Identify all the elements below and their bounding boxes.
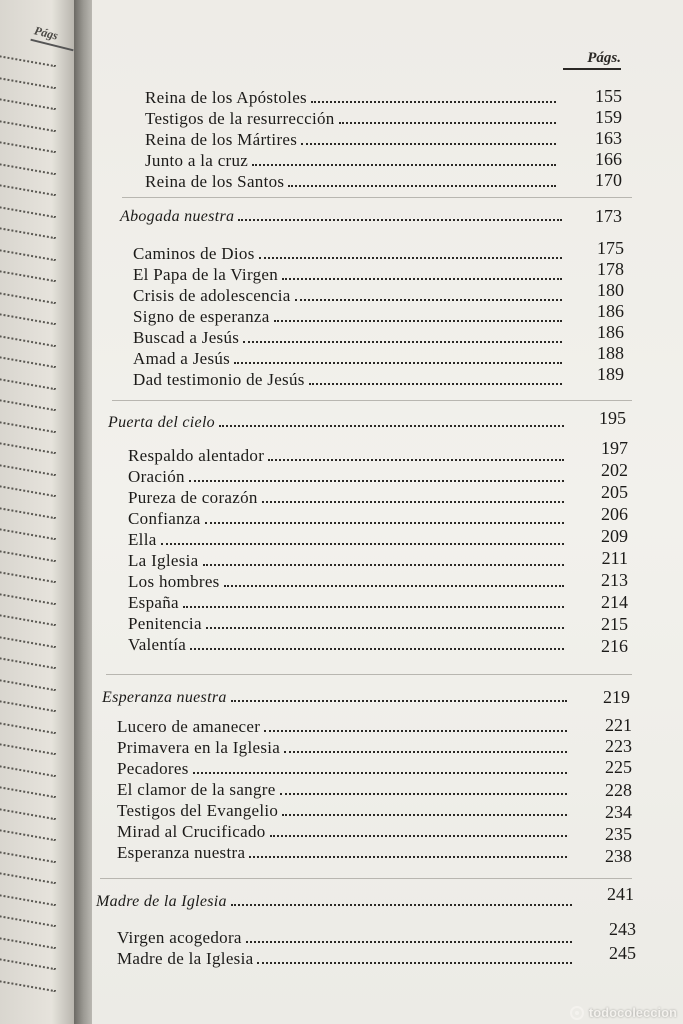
toc-entry bbox=[117, 843, 573, 865]
left-page-dot-leader bbox=[0, 893, 56, 907]
section-divider bbox=[112, 400, 632, 401]
left-page-dot-leader bbox=[0, 614, 56, 628]
toc-entry bbox=[117, 780, 573, 802]
toc-page-number: 243 bbox=[609, 919, 636, 939]
left-page-dot-leader bbox=[0, 807, 56, 821]
dot-leader bbox=[259, 256, 562, 259]
toc-entry-title: Ella bbox=[128, 530, 157, 549]
toc-page-number: 155 bbox=[595, 86, 622, 106]
dot-leader bbox=[206, 626, 564, 629]
toc-page-number: 159 bbox=[595, 107, 622, 127]
toc-entry bbox=[133, 349, 568, 371]
dot-leader bbox=[231, 699, 567, 702]
toc-page-number: 225 bbox=[605, 757, 632, 777]
left-page-dot-leader bbox=[0, 764, 56, 778]
dot-leader bbox=[311, 100, 556, 103]
toc-entry bbox=[128, 530, 570, 552]
toc-page-number: 178 bbox=[597, 259, 624, 279]
toc-page-number: 235 bbox=[605, 824, 632, 844]
dot-leader bbox=[282, 277, 562, 280]
toc-entry-title: Amad a Jesús bbox=[133, 349, 231, 368]
toc-page-number: 215 bbox=[601, 614, 628, 634]
toc-entry bbox=[128, 593, 570, 615]
left-page-dot-leader bbox=[0, 227, 56, 241]
toc-entry bbox=[117, 759, 573, 781]
toc-entry bbox=[133, 307, 568, 329]
dot-leader bbox=[284, 750, 567, 753]
toc-page-number: 186 bbox=[597, 301, 624, 321]
toc-entry bbox=[128, 635, 570, 657]
toc-section-title: Esperanza nuestra bbox=[102, 689, 227, 706]
left-page-dot-leader bbox=[0, 571, 56, 585]
toc-page-number: 245 bbox=[609, 943, 636, 963]
toc-entry bbox=[145, 130, 562, 152]
toc-entry-title: Reina de los Apóstoles bbox=[145, 88, 307, 107]
left-page-dot-leader bbox=[0, 141, 56, 155]
left-facing-page bbox=[0, 0, 74, 1024]
left-page-dot-leader bbox=[0, 700, 56, 714]
toc-entry bbox=[117, 949, 578, 971]
dot-leader bbox=[288, 184, 556, 187]
left-page-dot-leader bbox=[0, 657, 56, 671]
toc-entry-title: Confianza bbox=[128, 509, 201, 528]
toc-entry bbox=[145, 172, 562, 194]
toc-page-number: 202 bbox=[601, 460, 628, 480]
left-page-dot-leader bbox=[0, 356, 56, 370]
toc-page-number: 186 bbox=[597, 322, 624, 342]
toc-entry bbox=[128, 467, 570, 489]
todocoleccion-logo-icon bbox=[570, 1006, 584, 1020]
toc-page-number: 219 bbox=[603, 687, 630, 707]
toc-entry bbox=[133, 244, 568, 266]
dot-leader bbox=[249, 855, 567, 858]
dot-leader bbox=[234, 361, 562, 364]
toc-page-number: 216 bbox=[601, 636, 628, 656]
left-page-dot-leader bbox=[0, 549, 56, 563]
toc-section-heading bbox=[120, 208, 568, 230]
dot-leader bbox=[243, 340, 562, 343]
dot-leader bbox=[262, 500, 564, 503]
left-page-dot-leader bbox=[0, 334, 56, 348]
toc-entry bbox=[117, 801, 573, 823]
dot-leader bbox=[219, 424, 564, 427]
toc-section-heading bbox=[108, 414, 570, 436]
dot-leader bbox=[161, 542, 564, 545]
toc-entry-title: Virgen acogedora bbox=[117, 928, 242, 947]
left-page-dot-leader bbox=[0, 463, 56, 477]
toc-entry bbox=[133, 265, 568, 287]
dot-leader bbox=[280, 792, 567, 795]
left-page-dot-leader bbox=[0, 915, 56, 929]
toc-page-number: 228 bbox=[605, 780, 632, 800]
left-page-dot-leader bbox=[0, 377, 56, 391]
dot-leader bbox=[203, 563, 565, 566]
left-page-dot-leader bbox=[0, 98, 56, 112]
left-page-dot-leader bbox=[0, 829, 56, 843]
toc-entry bbox=[133, 286, 568, 308]
dot-leader bbox=[193, 771, 567, 774]
left-page-dot-leader bbox=[0, 184, 56, 198]
left-page-dot-leader bbox=[0, 291, 56, 305]
right-page bbox=[92, 0, 683, 1024]
toc-page-number: 195 bbox=[599, 408, 626, 428]
left-page-dot-leader bbox=[0, 743, 56, 757]
toc-page-number: 213 bbox=[601, 570, 628, 590]
left-page-dot-leader bbox=[0, 850, 56, 864]
toc-entry-title: El Papa de la Virgen bbox=[133, 265, 279, 284]
left-page-dot-leader bbox=[0, 485, 56, 499]
left-page-dot-leader bbox=[0, 55, 56, 69]
toc-page-number: 175 bbox=[597, 238, 624, 258]
toc-page-number: 238 bbox=[605, 846, 632, 866]
left-page-dot-leader bbox=[0, 979, 56, 993]
section-divider bbox=[100, 878, 632, 879]
toc-section-title: Madre de la Iglesia bbox=[96, 893, 227, 910]
toc-entry bbox=[117, 717, 573, 739]
toc-entry-title: Respaldo alentador bbox=[128, 446, 265, 465]
left-page-dot-leader bbox=[0, 721, 56, 735]
toc-entry bbox=[128, 614, 570, 636]
dot-leader bbox=[274, 319, 562, 322]
toc-entry-title: Mirad al Crucificado bbox=[117, 822, 266, 841]
toc-entry bbox=[128, 509, 570, 531]
toc-entry bbox=[117, 822, 573, 844]
left-page-dot-leader bbox=[0, 313, 56, 327]
toc-entry-title: Pureza de corazón bbox=[128, 488, 258, 507]
toc-entry-title: Testigos de la resurrección bbox=[145, 109, 335, 128]
toc-page-number: 205 bbox=[601, 482, 628, 502]
left-page-dot-leader bbox=[0, 399, 56, 413]
watermark bbox=[570, 1005, 677, 1020]
left-page-dot-leader bbox=[0, 936, 56, 950]
toc-entry bbox=[145, 151, 562, 173]
toc-page-number: 197 bbox=[601, 438, 628, 458]
left-page-dot-leader bbox=[0, 162, 56, 176]
toc-page-number: 206 bbox=[601, 504, 628, 524]
toc-entry bbox=[145, 88, 562, 110]
dot-leader bbox=[309, 382, 562, 385]
toc-entry-title: El clamor de la sangre bbox=[117, 780, 276, 799]
toc-entry bbox=[117, 928, 578, 950]
dot-leader bbox=[301, 142, 556, 145]
toc-entry-title: Reina de los Mártires bbox=[145, 130, 298, 149]
toc-entry-title: España bbox=[128, 593, 179, 612]
toc-entry bbox=[117, 738, 573, 760]
left-page-dot-leader bbox=[0, 786, 56, 800]
dot-leader bbox=[183, 605, 564, 608]
toc-entry-title: Oración bbox=[128, 467, 185, 486]
left-page-dot-leader bbox=[0, 205, 56, 219]
toc-entry-title: Signo de esperanza bbox=[133, 307, 270, 326]
dot-leader bbox=[282, 813, 567, 816]
toc-entry-title: Primavera en la Iglesia bbox=[117, 738, 281, 757]
toc-page-number: 170 bbox=[595, 170, 622, 190]
left-page-dot-leader bbox=[0, 635, 56, 649]
toc-section-heading bbox=[102, 689, 573, 711]
left-page-dot-leader bbox=[0, 506, 56, 520]
toc-entry-title: Esperanza nuestra bbox=[117, 843, 246, 862]
dot-leader bbox=[270, 834, 567, 837]
dot-leader bbox=[295, 298, 562, 301]
toc-page-number: 209 bbox=[601, 526, 628, 546]
toc-entry-title: Valentía bbox=[128, 635, 187, 654]
toc-entry-title: Caminos de Dios bbox=[133, 244, 255, 263]
toc-entry-title: Lucero de amanecer bbox=[117, 717, 261, 736]
toc-entry-title: Los hombres bbox=[128, 572, 220, 591]
toc-entry-title: Dad testimonio de Jesús bbox=[133, 370, 305, 389]
toc-entry bbox=[133, 328, 568, 350]
toc-entry bbox=[128, 572, 570, 594]
dot-leader bbox=[231, 903, 572, 906]
dot-leader bbox=[238, 218, 562, 221]
left-page-dot-leader bbox=[0, 119, 56, 133]
left-page-dot-leader bbox=[0, 442, 56, 456]
toc-entry-title: Reina de los Santos bbox=[145, 172, 285, 191]
page-column-header: Págs. bbox=[587, 50, 621, 66]
dot-leader bbox=[189, 479, 564, 482]
section-divider bbox=[106, 674, 632, 675]
toc-page-number: 166 bbox=[595, 149, 622, 169]
toc-entry bbox=[128, 446, 570, 468]
left-page-dot-leader bbox=[0, 76, 56, 90]
toc-page-number: 211 bbox=[601, 548, 628, 568]
dot-leader bbox=[205, 521, 564, 524]
section-divider bbox=[122, 197, 632, 198]
dot-leader bbox=[252, 163, 556, 166]
left-page-dot-leader bbox=[0, 592, 56, 606]
toc-page-number: 188 bbox=[597, 343, 624, 363]
dot-leader bbox=[268, 458, 564, 461]
toc-entry-title: Buscad a Jesús bbox=[133, 328, 240, 347]
toc-entry-title: Junto a la cruz bbox=[145, 151, 249, 170]
toc-page-number: 241 bbox=[607, 884, 634, 904]
left-page-header: Págs bbox=[32, 23, 60, 43]
toc-entry bbox=[133, 370, 568, 392]
left-page-dot-leader bbox=[0, 958, 56, 972]
toc-page-number: 234 bbox=[605, 802, 632, 822]
toc-page-number: 180 bbox=[597, 280, 624, 300]
left-page-dot-leader bbox=[0, 528, 56, 542]
left-page-dot-leader bbox=[0, 678, 56, 692]
left-page-dot-leader bbox=[0, 248, 56, 262]
toc-entry-title: Crisis de adolescencia bbox=[133, 286, 291, 305]
toc-entry bbox=[145, 109, 562, 131]
dot-leader bbox=[246, 940, 572, 943]
toc-page-number: 189 bbox=[597, 364, 624, 384]
toc-entry-title: La Iglesia bbox=[128, 551, 199, 570]
toc-section-heading bbox=[96, 893, 578, 915]
toc-entry bbox=[128, 488, 570, 510]
left-page-dot-leader bbox=[0, 872, 56, 886]
toc-page-number: 173 bbox=[595, 206, 622, 226]
left-page-dot-leader bbox=[0, 270, 56, 284]
toc-page-number: 221 bbox=[605, 715, 632, 735]
toc-section-title: Puerta del cielo bbox=[108, 414, 215, 431]
toc-section-title: Abogada nuestra bbox=[120, 208, 235, 225]
dot-leader bbox=[224, 584, 564, 587]
toc-page-number: 214 bbox=[601, 592, 628, 612]
toc-entry-title: Penitencia bbox=[128, 614, 202, 633]
dot-leader bbox=[257, 961, 572, 964]
table-of-contents bbox=[92, 0, 683, 1024]
toc-entry-title: Pecadores bbox=[117, 759, 189, 778]
toc-entry bbox=[128, 551, 570, 573]
left-page-dot-leader bbox=[0, 420, 56, 434]
dot-leader bbox=[339, 121, 556, 124]
toc-page-number: 223 bbox=[605, 736, 632, 756]
toc-entry-title: Madre de la Iglesia bbox=[117, 949, 254, 968]
dot-leader bbox=[190, 647, 564, 650]
toc-entry-title: Testigos del Evangelio bbox=[117, 801, 279, 820]
dot-leader bbox=[264, 729, 567, 732]
toc-page-number: 163 bbox=[595, 128, 622, 148]
watermark-text: todocoleccion bbox=[588, 1005, 677, 1020]
